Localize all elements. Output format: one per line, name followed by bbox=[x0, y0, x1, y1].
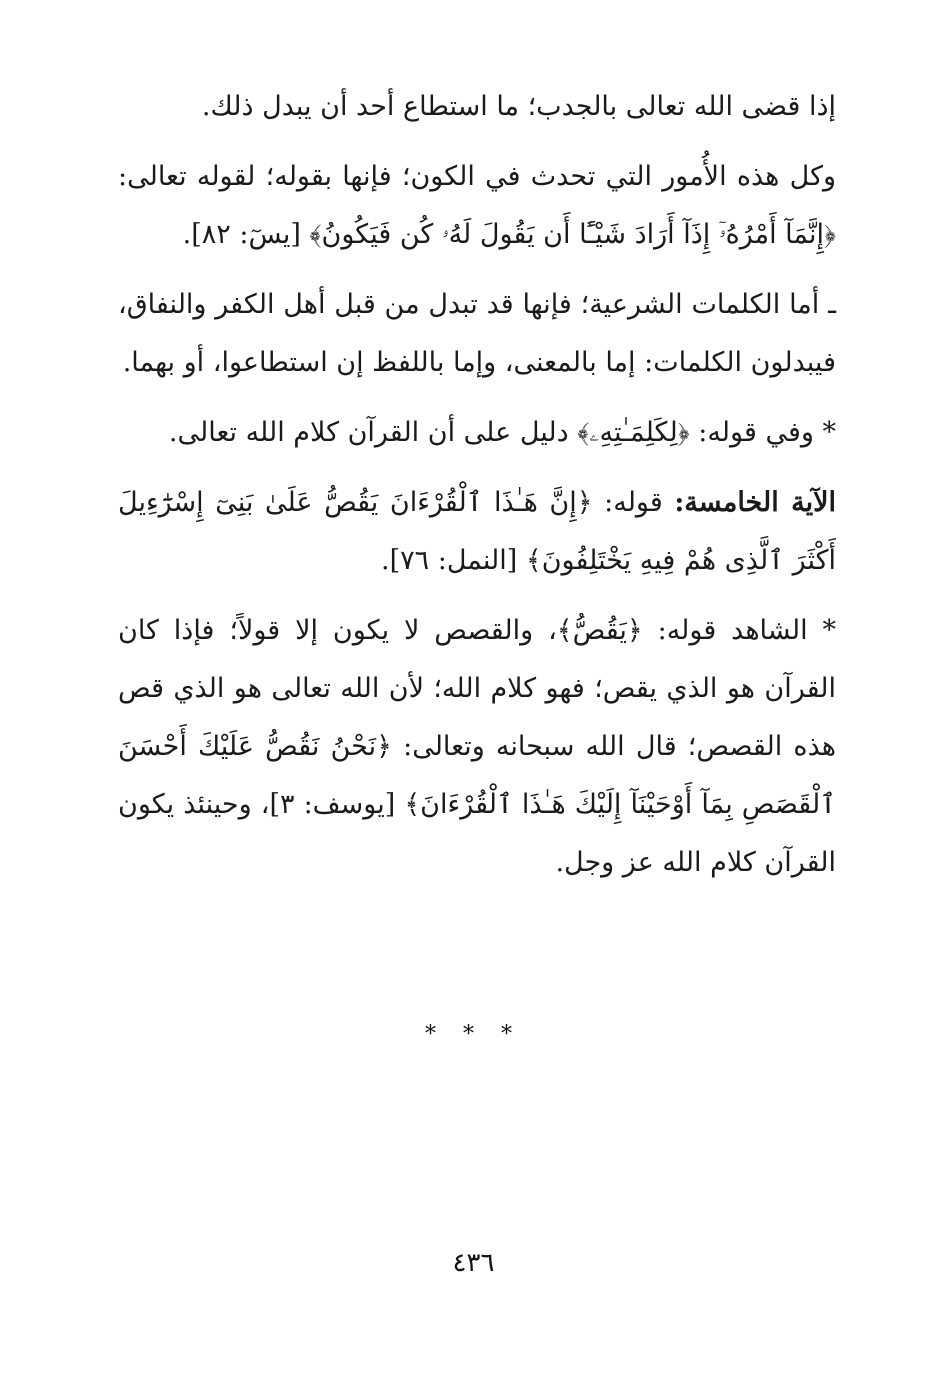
page-body bbox=[118, 78, 836, 904]
page-number: ٤٣٦ bbox=[452, 1248, 495, 1278]
paragraph-5 bbox=[118, 474, 836, 590]
paragraph-5-text: قوله: ﴿إِنَّ هَـٰذَا ٱلْقُرْءَانَ يَقُصُّ عَلَىٰ بَنِىٓ إِسْرَٰٓءِيلَ أَكْثَرَ ٱلَّذِى هُمْ فِيهِ يَخْتَلِفُونَ﴾ [النمل: ٧٦]. bbox=[118, 487, 836, 576]
paragraph-3: ـ أما الكلمات الشرعية؛ فإنها قد تبدل من قبل أهل الكفر والنفاق، فيبدلون الكلمات: إما بالمعنى، وإما باللفظ إن استطاعوا، أو بهما. bbox=[118, 289, 836, 378]
section-heading-fifth-verse: الآية الخامسة: bbox=[674, 487, 836, 518]
paragraph-4: * وفي قوله: ﴿لِكَلِمَـٰتِهِۦ﴾ دليل على أن القرآن كلام الله تعالى. bbox=[168, 417, 836, 448]
paragraph-6: * الشاهد قوله: ﴿يَقُصُّ﴾، والقصص لا يكون إلا قولاً؛ فإذا كان القرآن هو الذي يقص؛ فهو كلام الله؛ لأن الله تعالى هو الذي قص هذه القصص؛ قال الله سبحانه وتعالى: ﴿نَحْنُ نَقُصُّ عَلَيْكَ أَحْسَنَ ٱلْقَصَصِ بِمَآ أَوْحَيْنَآ إِلَيْكَ هَـٰذَا ٱلْقُرْءَانَ﴾ [يوسف: ٣]، وحينئذ يكون القرآن كلام الله عز وجل. bbox=[118, 615, 836, 878]
paragraph-1: إذا قضى الله تعالى بالجدب؛ ما استطاع أحد أن يبدل ذلك. bbox=[201, 91, 836, 122]
section-separator: * * * bbox=[425, 1022, 522, 1047]
paragraph-2: وكل هذه الأُمور التي تحدث في الكون؛ فإنها بقوله؛ لقوله تعالى: ﴿إِنَّمَآ أَمْرُهُۥٓ إِذَآ أَرَادَ شَيْـًٔا أَن يَقُولَ لَهُۥ كُن فَيَكُونُ﴾ [يسٓ: ٨٢]. bbox=[118, 161, 836, 250]
